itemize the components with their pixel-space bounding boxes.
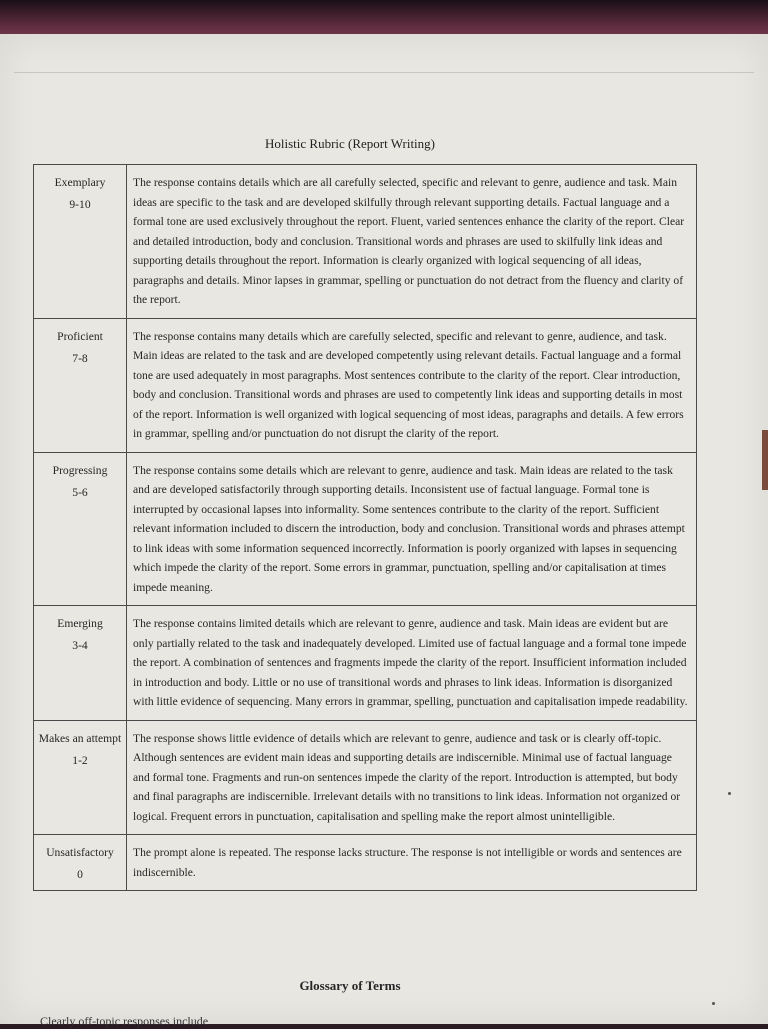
level-cell (34, 720, 127, 835)
level-cell (34, 318, 127, 452)
level-description: The response contains details which are all carefully selected, specific and relevant to genre, audience and task. Main ideas are specific to the task and are developed skilfully through relevant supporting details. Factual language and a formal tone are used exclusively throughout the report. Fluent, varied sentences enhance the clarity of the report. Clear and detailed introduction, body and conclusion. Transitional words and phrases are used to skilfully link ideas and supporting details throughout the report. Information is clearly organized with logical sequencing of all ideas, paragraphs and details. Minor lapses in grammar, spelling or punctuation do not detract from the fluency and clarity of the report. (127, 165, 697, 319)
level-name: Makes an attempt (38, 731, 122, 745)
rubric-table (33, 164, 697, 891)
table-row (34, 720, 697, 835)
level-cell (34, 606, 127, 721)
table-row (34, 835, 697, 891)
table-row (34, 165, 697, 319)
level-score: 7-8 (72, 351, 88, 365)
rubric-title-text: Holistic Rubric (Report Writing) (264, 136, 435, 151)
level-name: Exemplary (54, 176, 106, 189)
level-description: The response contains many details which are carefully selected, specific and relevant to genre, audience, and task. Main ideas are related to the task and are developed competently using relevant details. Factual language and a formal tone are used adequately in most paragraphs. Most sentences contribute to the clarity of the report. Clear introduction, body and conclusion. Transitional words and phrases are used to competently link ideas and supporting details in most of the report. Information is well organized with logical sequencing of most ideas, paragraphs and details. A few errors in grammar, spelling and/or punctuation do not disrupt the clarity of the report. (127, 318, 697, 452)
level-cell (34, 835, 127, 891)
level-name: Proficient (57, 329, 103, 343)
table-row (34, 606, 697, 721)
level-score: 1-2 (72, 753, 88, 767)
level-cell (34, 165, 127, 319)
glossary-heading: Glossary of Terms (299, 978, 401, 993)
level-description: The response shows little evidence of details which are relevant to genre, audience and task or is clearly off-topic. Although sentences are evident main ideas and supporting details are indiscernible. Minimal use of factual language and formal tone. Fragments and run-on sentences impede the clarity of the report. Introduction is attempted, but body and final paragraphs are indiscernible. Irrelevant details with no transitions to link ideas. Information not organized or logical. Frequent errors in punctuation, capitalisation and spelling make the report almost unintelligible. (127, 720, 697, 835)
rubric-title (0, 136, 700, 152)
table-row (34, 452, 697, 606)
level-score: 5-6 (72, 485, 88, 499)
level-score: 9-10 (69, 198, 91, 211)
speck (728, 792, 731, 795)
level-description: The response contains some details which are relevant to genre, audience and task. Main ideas are related to the task and are developed satisfactorily through supporting details. Inconsistent use of factual language. Formal tone is interrupted by occasional lapses into informality. Some sentences contribute to the clarity of the report. Sufficient relevant information included to discern the introduction, body and conclusion. Transitional words and phrases attempt to link ideas with some information sequenced incorrectly. Information is poorly organized with lapses in sequencing which impede the clarity of the report. Some errors in grammar, punctuation, spelling and/or capitalisation at times impede meaning. (127, 452, 697, 606)
level-name: Emerging (57, 617, 103, 630)
level-description: The response contains limited details which are relevant to genre, audience and task. Main ideas are evident but are only partially related to the task and inadequately developed. Limited use of factual language and a formal tone impede the report. A combination of sentences and fragments impede the clarity of the report. Insufficient information included in introduction and body. Little or no use of transitional words and phrases to link ideas. Information is disorganized with little evidence of sequencing. Many errors in grammar, spelling, punctuation and capitalisation impede readability. (127, 606, 697, 721)
glossary-intro-text: Clearly off-topic responses include (40, 1014, 209, 1028)
speck (712, 1002, 715, 1005)
level-score: 0 (77, 868, 83, 881)
table-row (34, 318, 697, 452)
level-cell (34, 452, 127, 606)
page-edge (762, 430, 768, 490)
divider (14, 72, 754, 73)
level-score: 3-4 (72, 639, 88, 652)
level-name: Unsatisfactory (46, 846, 114, 859)
level-name: Progressing (52, 463, 108, 477)
level-description: The prompt alone is repeated. The response lacks structure. The response is not intelligible or words and sentences are indiscernible. (127, 835, 697, 891)
